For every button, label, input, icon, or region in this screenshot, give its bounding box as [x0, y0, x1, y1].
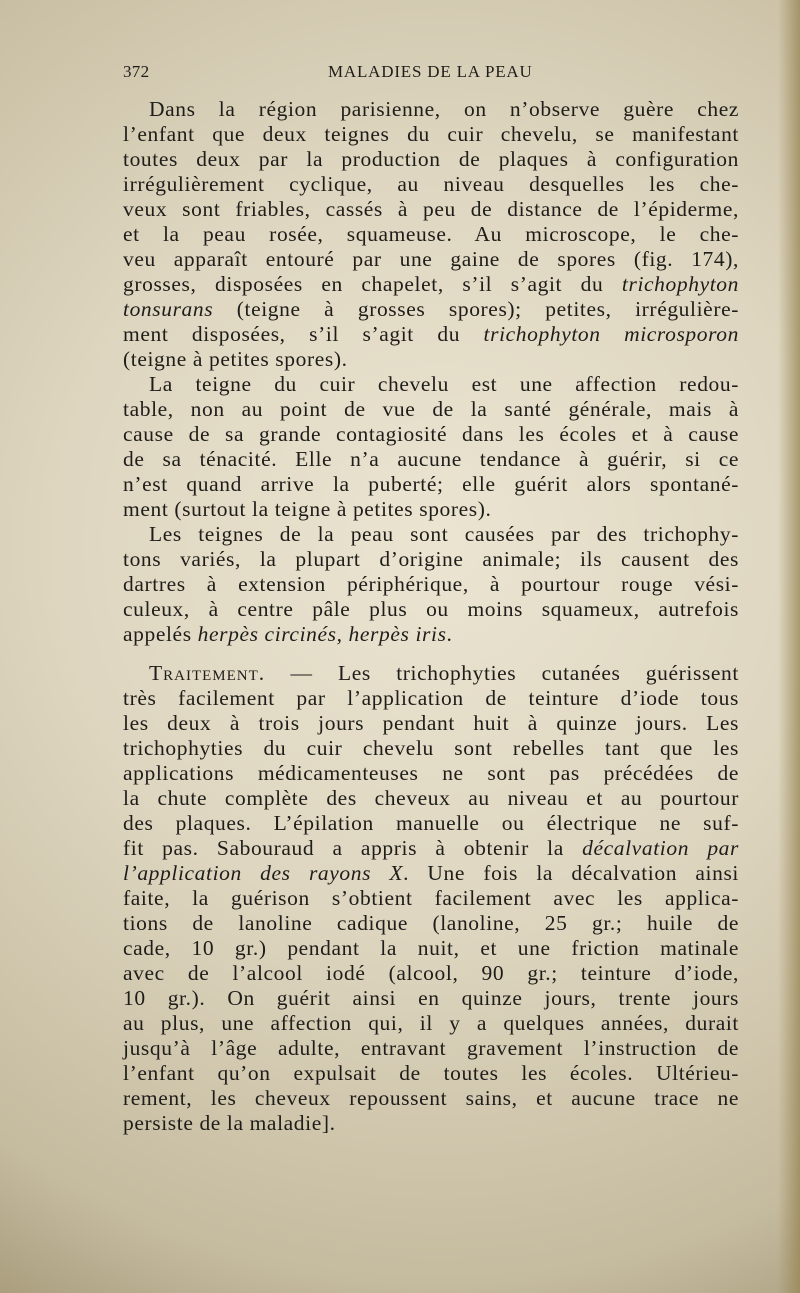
text-run: la chute complète des cheveux au niveau et au pourtour — [123, 786, 739, 810]
paragraph — [123, 522, 739, 647]
text-run: (teigne à petites spores). — [123, 347, 348, 371]
italic-text: trichophyton — [621, 272, 739, 296]
text-line — [123, 397, 739, 422]
text-run: cause de sa grande contagiosité dans les écoles et à cause — [123, 422, 739, 446]
text-run: rement, les cheveux repoussent sains, et aucune trace ne — [123, 1086, 739, 1110]
italic-text: décalvation par — [582, 836, 739, 860]
text-run: toutes deux par la production de plaques à configuration — [123, 147, 739, 171]
text-line — [123, 122, 739, 147]
text-run: jusqu’à l’âge adulte, entravant gravement l’instruction de — [123, 1036, 739, 1060]
text-run: cade, 10 gr.) pendant la nuit, et une friction matinale — [123, 936, 739, 960]
text-run: des plaques. L’épilation manuelle ou électrique ne suf- — [123, 811, 739, 835]
text-run: La teigne du cuir chevelu est une affection redou- — [149, 372, 739, 396]
text-run: . — [446, 622, 453, 646]
text-run: trichophyties du cuir chevelu sont rebelles tant que les — [123, 736, 739, 760]
text-line — [123, 372, 739, 397]
text-run: au plus, une affection qui, il y a quelques années, durait — [123, 1011, 739, 1035]
text-run: veu apparaît entouré par une gaine de spores (fig. 174), — [123, 247, 739, 271]
text-line — [123, 422, 739, 447]
text-line — [123, 961, 739, 986]
text-line — [123, 1011, 739, 1036]
italic-text: tonsurans — [123, 297, 214, 321]
text-run: l’enfant que deux teignes du cuir chevelu, se manifestant — [123, 122, 739, 146]
text-line — [123, 1111, 739, 1136]
text-line — [123, 147, 739, 172]
paragraph — [123, 372, 739, 522]
text-run: et la peau rosée, squameuse. Au microscope, le che- — [123, 222, 739, 246]
text-line — [123, 322, 739, 347]
section-heading: Traitement. — [149, 661, 266, 685]
text-line — [123, 97, 739, 122]
text-line — [123, 472, 739, 497]
text-run: ment (surtout la teigne à petites spores). — [123, 497, 492, 521]
text-run: fit pas. Sabouraud a appris à obtenir la — [123, 836, 583, 860]
text-line — [123, 297, 739, 322]
text-run: très facilement par l’application de teinture d’iode tous — [123, 686, 739, 710]
text-line — [123, 1061, 739, 1086]
text-run: irrégulièrement cyclique, au niveau desquelles les che- — [123, 172, 739, 196]
text-run: les deux à trois jours pendant huit à quinze jours. Les — [123, 711, 739, 735]
text-line — [123, 622, 739, 647]
text-line — [123, 172, 739, 197]
text-line — [123, 711, 739, 736]
text-line — [123, 761, 739, 786]
italic-text: herpès circinés, herpès iris — [197, 622, 447, 646]
italic-text: trichophyton microsporon — [483, 322, 739, 346]
text-line — [123, 1086, 739, 1111]
text-run: n’est quand arrive la puberté; elle guérit alors spontané- — [123, 472, 739, 496]
text-run: l’enfant qu’on expulsait de toutes les écoles. Ultérieu- — [123, 1061, 739, 1085]
text-run: 10 gr.). On guérit ainsi en quinze jours, trente jours — [123, 986, 739, 1010]
text-run: applications médicamenteuses ne sont pas précédées de — [123, 761, 739, 785]
text-run: grosses, disposées en chapelet, s’il s’agit du — [123, 272, 622, 296]
section-gap — [123, 647, 739, 661]
page-number: 372 — [123, 62, 150, 81]
text-run: faite, la guérison s’obtient facilement avec les applica- — [123, 886, 739, 910]
text-run: appelés — [123, 622, 198, 646]
text-run: avec de l’alcool iodé (alcool, 90 gr.; teinture d’iode, — [123, 961, 739, 985]
text-line — [123, 736, 739, 761]
running-head: MALADIES DE LA PEAU — [328, 62, 533, 81]
text-run: tions de lanoline cadique (lanoline, 25 gr.; huile de — [123, 911, 739, 935]
text-line — [123, 447, 739, 472]
italic-text: l’application des rayons X — [123, 861, 404, 885]
text-line — [123, 1036, 739, 1061]
text-run: . Une fois la décalvation ainsi — [403, 861, 739, 885]
text-line — [123, 661, 739, 686]
text-run: Les teignes de la peau sont causées par des trichophy- — [149, 522, 739, 546]
text-line — [123, 247, 739, 272]
body-text — [123, 97, 739, 1136]
text-line — [123, 911, 739, 936]
text-run: ment disposées, s’il s’agit du — [123, 322, 484, 346]
text-run: culeux, à centre pâle plus ou moins squameux, autrefois — [123, 597, 739, 621]
text-line — [123, 347, 739, 372]
text-line — [123, 222, 739, 247]
text-run: de sa ténacité. Elle n’a aucune tendance à guérir, si ce — [123, 447, 739, 471]
text-line — [123, 861, 739, 886]
text-line — [123, 986, 739, 1011]
text-line — [123, 686, 739, 711]
text-line — [123, 597, 739, 622]
text-run: veux sont friables, cassés à peu de distance de l’épiderme, — [123, 197, 739, 221]
text-run: (teigne à grosses spores); petites, irrégulière- — [213, 297, 739, 321]
text-line — [123, 936, 739, 961]
text-line — [123, 572, 739, 597]
text-run: dartres à extension périphérique, à pourtour rouge vési- — [123, 572, 739, 596]
text-line — [123, 786, 739, 811]
paragraph — [123, 661, 739, 1136]
text-run: persiste de la maladie]. — [123, 1111, 336, 1135]
text-line — [123, 272, 739, 297]
text-line — [123, 811, 739, 836]
text-run: tons variés, la plupart d’origine animale; ils causent des — [123, 547, 739, 571]
text-line — [123, 197, 739, 222]
text-run: Dans la région parisienne, on n’observe guère chez — [149, 97, 739, 121]
text-line — [123, 836, 739, 861]
text-line — [123, 886, 739, 911]
text-line — [123, 547, 739, 572]
page-header — [123, 62, 738, 86]
text-run: table, non au point de vue de la santé générale, mais à — [123, 397, 739, 421]
text-line — [123, 497, 739, 522]
text-line — [123, 522, 739, 547]
text-run: — Les trichophyties cutanées guérissent — [265, 661, 739, 685]
paragraph — [123, 97, 739, 372]
